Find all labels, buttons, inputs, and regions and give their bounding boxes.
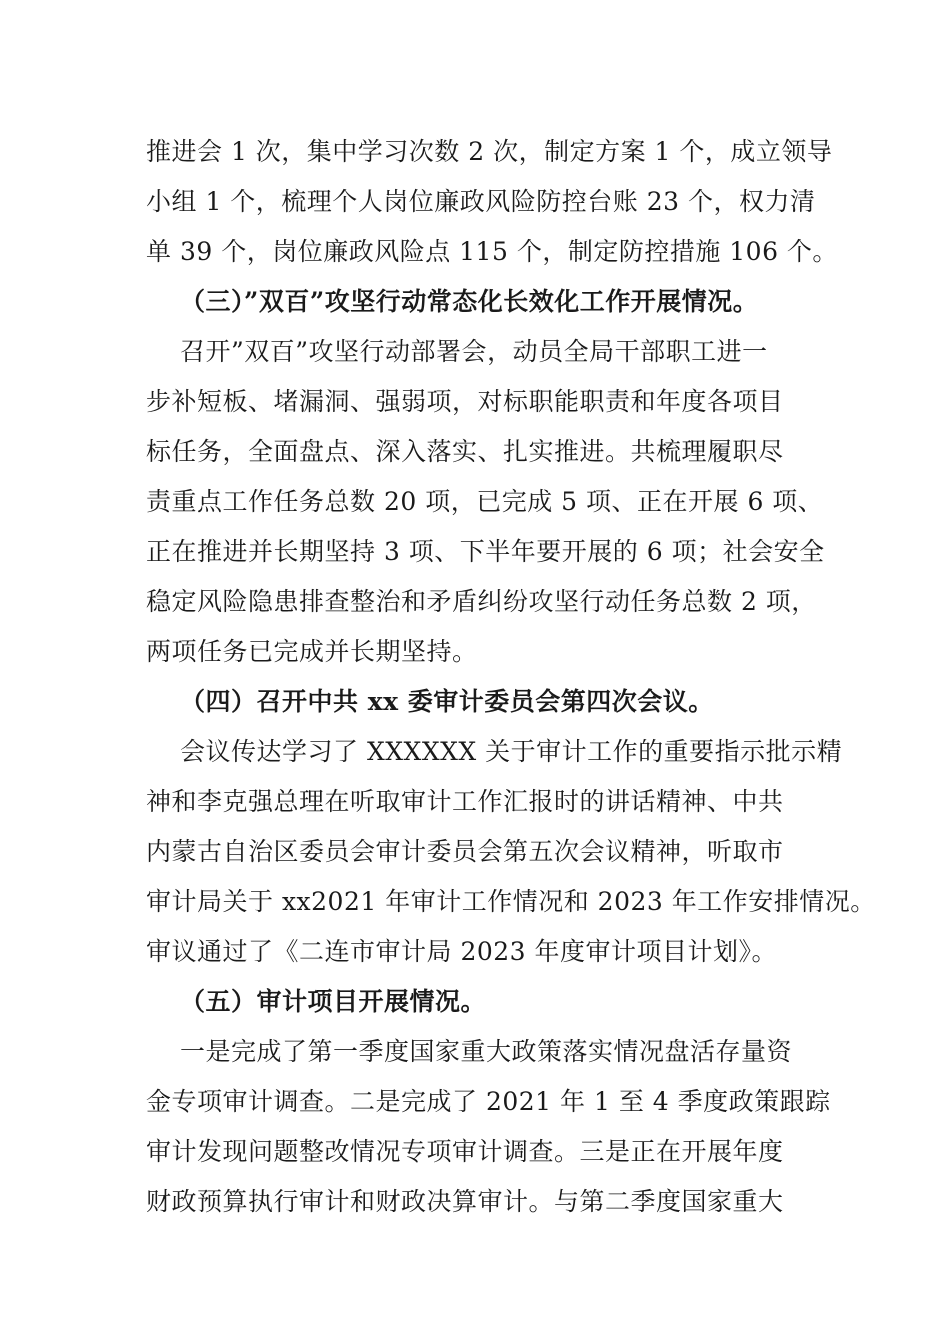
text-line-10: 稳定风险隐患排查整治和矛盾纠纷攻坚行动任务总数 2 项， [146, 587, 817, 616]
text-line-5: 召开”双百”攻坚行动部署会，动员全局干部职工进一 [180, 337, 768, 366]
text-line-15: 内蒙古自治区委员会审计委员会第五次会议精神，听取市 [146, 837, 784, 866]
text-line-17: 审议通过了《二连市审计局 2023 年度审计项目计划》。 [146, 937, 778, 966]
text-line-8: 责重点工作任务总数 20 项，已完成 5 项、正在开展 6 项、 [146, 487, 824, 516]
text-line-16: 审计局关于 xx2021 年审计工作情况和 2023 年工作安排情况。 [146, 887, 876, 916]
text-line-3: 单 39 个，岗位廉政风险点 115 个，制定防控措施 106 个。 [146, 237, 838, 266]
section-heading-5: （五）审计项目开展情况。 [180, 987, 487, 1016]
text-line-21: 审计发现问题整改情况专项审计调查。三是正在开展年度 [146, 1137, 784, 1166]
text-line-1: 推进会 1 次，集中学习次数 2 次，制定方案 1 个，成立领导 [146, 137, 833, 166]
text-line-22: 财政预算执行审计和财政决算审计。与第二季度国家重大 [146, 1187, 784, 1216]
text-line-9: 正在推进并长期坚持 3 项、下半年要开展的 6 项；社会安全 [146, 537, 825, 566]
text-line-20: 金专项审计调查。二是完成了 2021 年 1 至 4 季度政策跟踪 [146, 1087, 831, 1116]
text-line-7: 标任务，全面盘点、深入落实、扎实推进。共梳理履职尽 [146, 437, 784, 466]
text-line-11: 两项任务已完成并长期坚持。 [146, 637, 478, 666]
text-line-6: 步补短板、堵漏洞、强弱项，对标职能职责和年度各项目 [146, 387, 784, 416]
text-line-2: 小组 1 个，梳理个人岗位廉政风险防控台账 23 个，权力清 [146, 187, 816, 216]
text-line-19: 一是完成了第一季度国家重大政策落实情况盘活存量资 [180, 1037, 793, 1066]
section-heading-3: （三）”双百”攻坚行动常态化长效化工作开展情况。 [180, 287, 759, 316]
text-line-13: 会议传达学习了 XXXXXX 关于审计工作的重要指示批示精 [180, 737, 843, 766]
section-heading-4: （四）召开中共 xx 委审计委员会第四次会议。 [180, 687, 714, 716]
text-line-14: 神和李克强总理在听取审计工作汇报时的讲话精神、中共 [146, 787, 784, 816]
